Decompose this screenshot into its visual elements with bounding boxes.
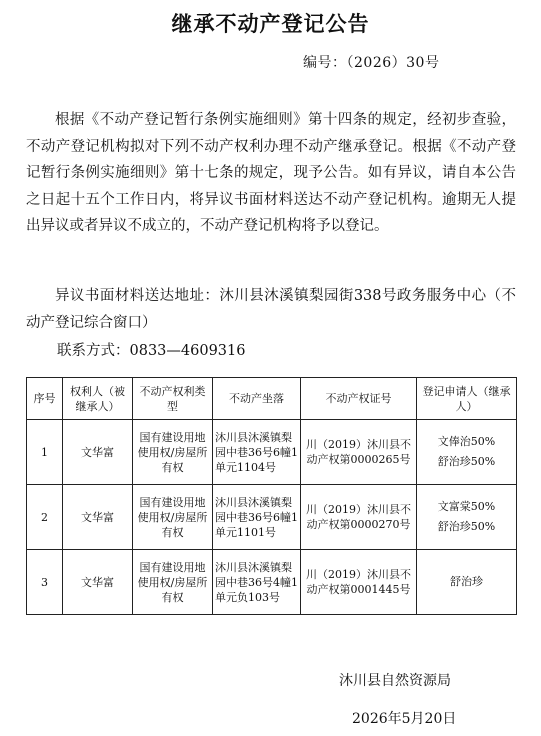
header-holder: 权利人（被继承人）	[63, 378, 133, 420]
cell-applicant	[417, 550, 517, 615]
cell-right-type: 国有建设用地使用权/房屋所有权	[133, 485, 213, 550]
cell-applicant	[417, 420, 517, 485]
notice-title: 继承不动产登记公告	[171, 12, 370, 36]
notice-body-paragraph: 根据《不动产登记暂行条例实施细则》第十四条的规定，经初步查验，不动产登记机构拟对下列不动产权利办理不动产继承登记。根据《不动产登记暂行条例实施细则》第十七条的规定，现予公告。如有异议，请自本公告之日起十五个工作日内，将异议书面材料送达不动产登记机构。逾期无人提出异议或者异议不成立的，不动产登记机构将予以登记。	[26, 112, 516, 234]
cell-applicant	[417, 485, 517, 550]
contact-info: 联系方式：0833—4609316	[57, 343, 246, 359]
table-row	[27, 485, 517, 550]
cell-location: 沐川县沐溪镇梨园中巷36号6幢1单元1101号	[213, 485, 301, 550]
header-seq: 序号	[27, 378, 63, 420]
table-row	[27, 420, 517, 485]
applicant-entry: 舒治珍50%	[437, 455, 496, 468]
cell-seq: 2	[27, 485, 63, 550]
cell-location: 沐川县沐溪镇梨园中巷36号6幢1单元1104号	[213, 420, 301, 485]
document-number: 编号：（2026）30号	[303, 55, 440, 71]
applicant-entry: 文富棠50%	[437, 500, 496, 513]
header-cert-number: 不动产权证号	[301, 378, 417, 420]
applicant-entry: 舒治珍	[450, 575, 483, 588]
cell-cert-number: 川（2019）沐川县不动产权第0000270号	[301, 485, 417, 550]
cell-location: 沐川县沐溪镇梨园中巷36号4幢1单元负103号	[213, 550, 301, 615]
cell-holder: 文华富	[63, 550, 133, 615]
header-right-type: 不动产权利类型	[133, 378, 213, 420]
table-header-row	[27, 378, 517, 420]
header-applicant: 登记申请人（继承人）	[417, 378, 517, 420]
table-row	[27, 550, 517, 615]
cell-cert-number: 川（2019）沐川县不动产权第0000265号	[301, 420, 417, 485]
cell-cert-number: 川（2019）沐川县不动产权第0001445号	[301, 550, 417, 615]
header-location: 不动产坐落	[213, 378, 301, 420]
cell-holder: 文华富	[63, 420, 133, 485]
issuing-organization: 沐川县自然资源局	[339, 673, 451, 689]
property-registration-table	[26, 377, 517, 615]
cell-right-type: 国有建设用地使用权/房屋所有权	[133, 420, 213, 485]
applicant-entry: 舒治珍50%	[437, 520, 496, 533]
cell-right-type: 国有建设用地使用权/房屋所有权	[133, 550, 213, 615]
applicant-entry: 文俸治50%	[437, 435, 496, 448]
cell-seq: 3	[27, 550, 63, 615]
cell-holder: 文华富	[63, 485, 133, 550]
issue-date: 2026年5月20日	[352, 711, 457, 727]
objection-address-paragraph: 异议书面材料送达地址：沐川县沐溪镇梨园街338号政务服务中心（不动产登记综合窗口）	[26, 288, 516, 331]
cell-seq: 1	[27, 420, 63, 485]
